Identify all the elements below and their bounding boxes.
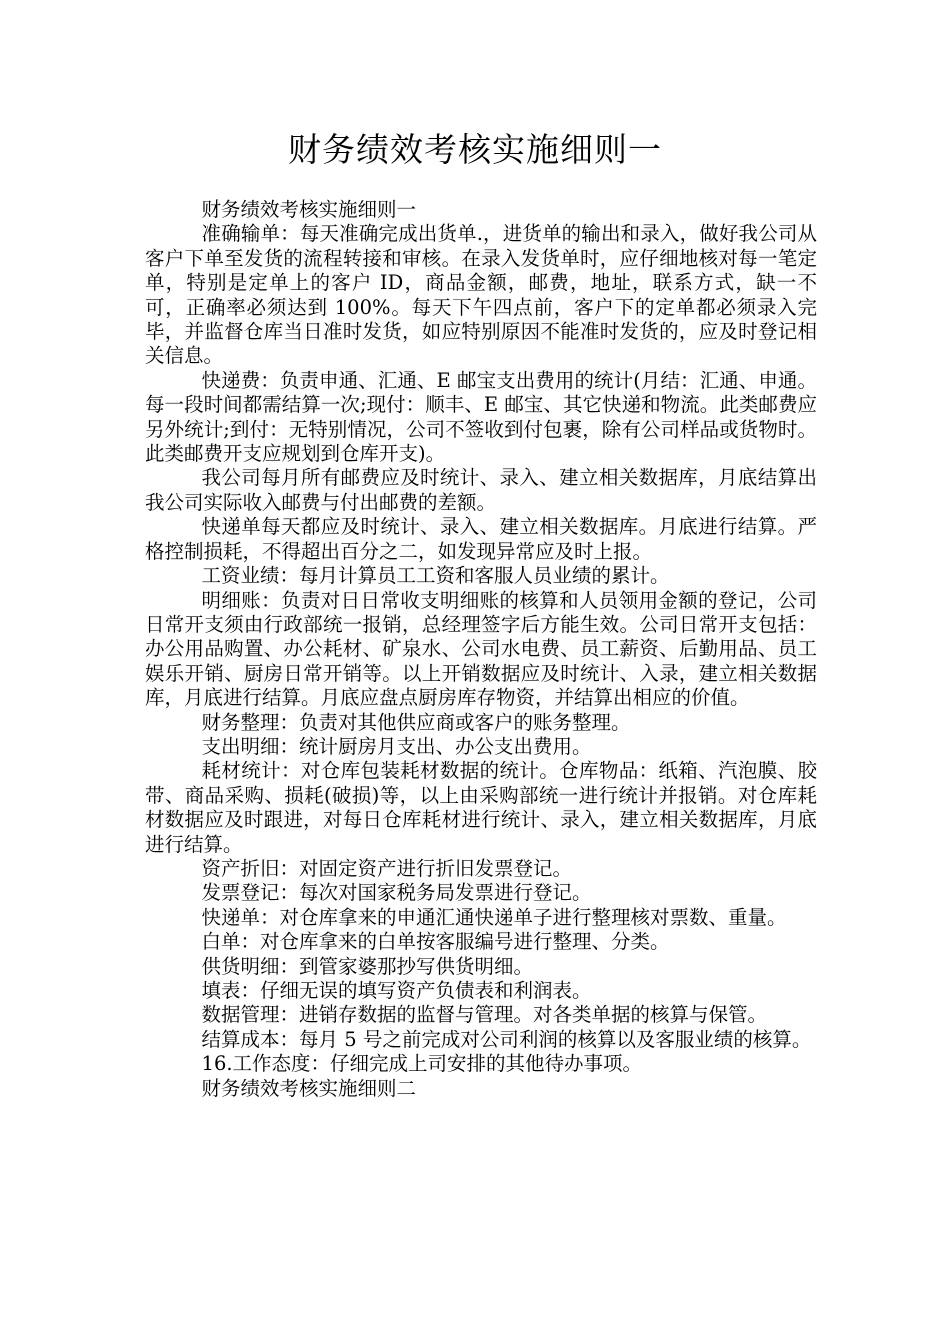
- paragraph-order-entry: 准确输单：每天准确完成出货单.，进货单的输出和录入，做好我公司从客户下单至发货的流程转接和审核。在录入发货单时，应仔细地核对每一笔定单，特别是定单上的客户 ID，商品金额，邮费，地址，联系方式，缺一不可，正确率必须达到 100%。每天下午四点前，客户下的定单都必须录入完毕，并监督仓库当日准时发货，如应特别原因不能准时发货的，应及时登记相关信息。: [145, 222, 817, 368]
- paragraph-work-attitude: 16.工作态度：仔细完成上司安排的其他待办事项。: [201, 1052, 643, 1076]
- paragraph-consumables: 耗材统计：对仓库包装耗材数据的统计。仓库物品：纸箱、汽泡膜、胶带、商品采购、损耗(破损)等，以上由采购部统一进行统计并报销。对仓库耗材数据应及时跟进，对每日仓库耗材进行统计、录入，建立相关数据库，月底进行结算。: [145, 759, 817, 856]
- paragraph-depreciation: 资产折旧：对固定资产进行折旧发票登记。: [201, 856, 573, 880]
- paragraph-data-management: 数据管理：进销存数据的监督与管理。对各类单据的核算与保管。: [201, 1003, 768, 1027]
- paragraph-accounts: 财务整理：负责对其他供应商或客户的账务整理。: [201, 710, 631, 734]
- paragraph-postage-stats: 我公司每月所有邮费应及时统计、录入、建立相关数据库，月底结算出我公司实际收入邮费与付出邮费的差额。: [145, 466, 817, 514]
- paragraph-express-waybills: 快递单每天都应及时统计、录入、建立相关数据库。月底进行结算。严格控制损耗，不得超出百分之二，如发现异常应及时上报。: [145, 515, 817, 563]
- paragraph-expense-detail: 支出明细：统计厨房月支出、办公支出费用。: [201, 734, 592, 758]
- paragraph-heading: 财务绩效考核实施细则一: [201, 198, 417, 221]
- paragraph-white-slips: 白单：对仓库拿来的白单按客服编号进行整理、分类。: [201, 930, 670, 954]
- paragraph-waybill-check: 快递单：对仓库拿来的申通汇通快递单子进行整理核对票数、重量。: [201, 905, 787, 929]
- paragraph-cost-settlement: 结算成本：每月 5 号之前完成对公司利润的核算以及客服业绩的核算。: [201, 1027, 812, 1051]
- paragraph-forms: 填表：仔细无误的填写资产负债表和利润表。: [201, 979, 592, 1002]
- paragraph-payroll: 工资业绩：每月计算员工工资和客服人员业绩的累计。: [201, 564, 670, 588]
- paragraph-express-fees: 快递费：负责申通、汇通、E 邮宝支出费用的统计(月结：汇通、申通。每一段时间都需结算一次;现付：顺丰、E 邮宝、其它快递和物流。此类邮费应另外统计;到付：无特别情况，公司不签收到付包裹，除有公司样品或货物时。此类邮费开支应规划到仓库开支)。: [145, 368, 817, 466]
- paragraph-next-section-heading: 财务绩效考核实施细则二: [201, 1076, 417, 1100]
- paragraph-ledger: 明细账：负责对日日常收支明细账的核算和人员领用金额的登记，公司日常开支须由行政部统一报销，总经理签字后方能生效。公司日常开支包括：办公用品购置、办公耗材、矿泉水、公司水电费、员工薪资、后勤用品、员工娱乐开销、厨房日常开销等。以上开销数据应及时统计、入录，建立相关数据库，月底进行结算。月底应盘点厨房库存物资，并结算出相应的价值。: [145, 588, 817, 710]
- paragraph-invoice-registration: 发票登记：每次对国家税务局发票进行登记。: [201, 881, 592, 905]
- document-title: 财务绩效考核实施细则一: [288, 130, 662, 169]
- document-body: [145, 198, 817, 1101]
- paragraph-supply-detail: 供货明细：到管家婆那抄写供货明细。: [201, 954, 534, 978]
